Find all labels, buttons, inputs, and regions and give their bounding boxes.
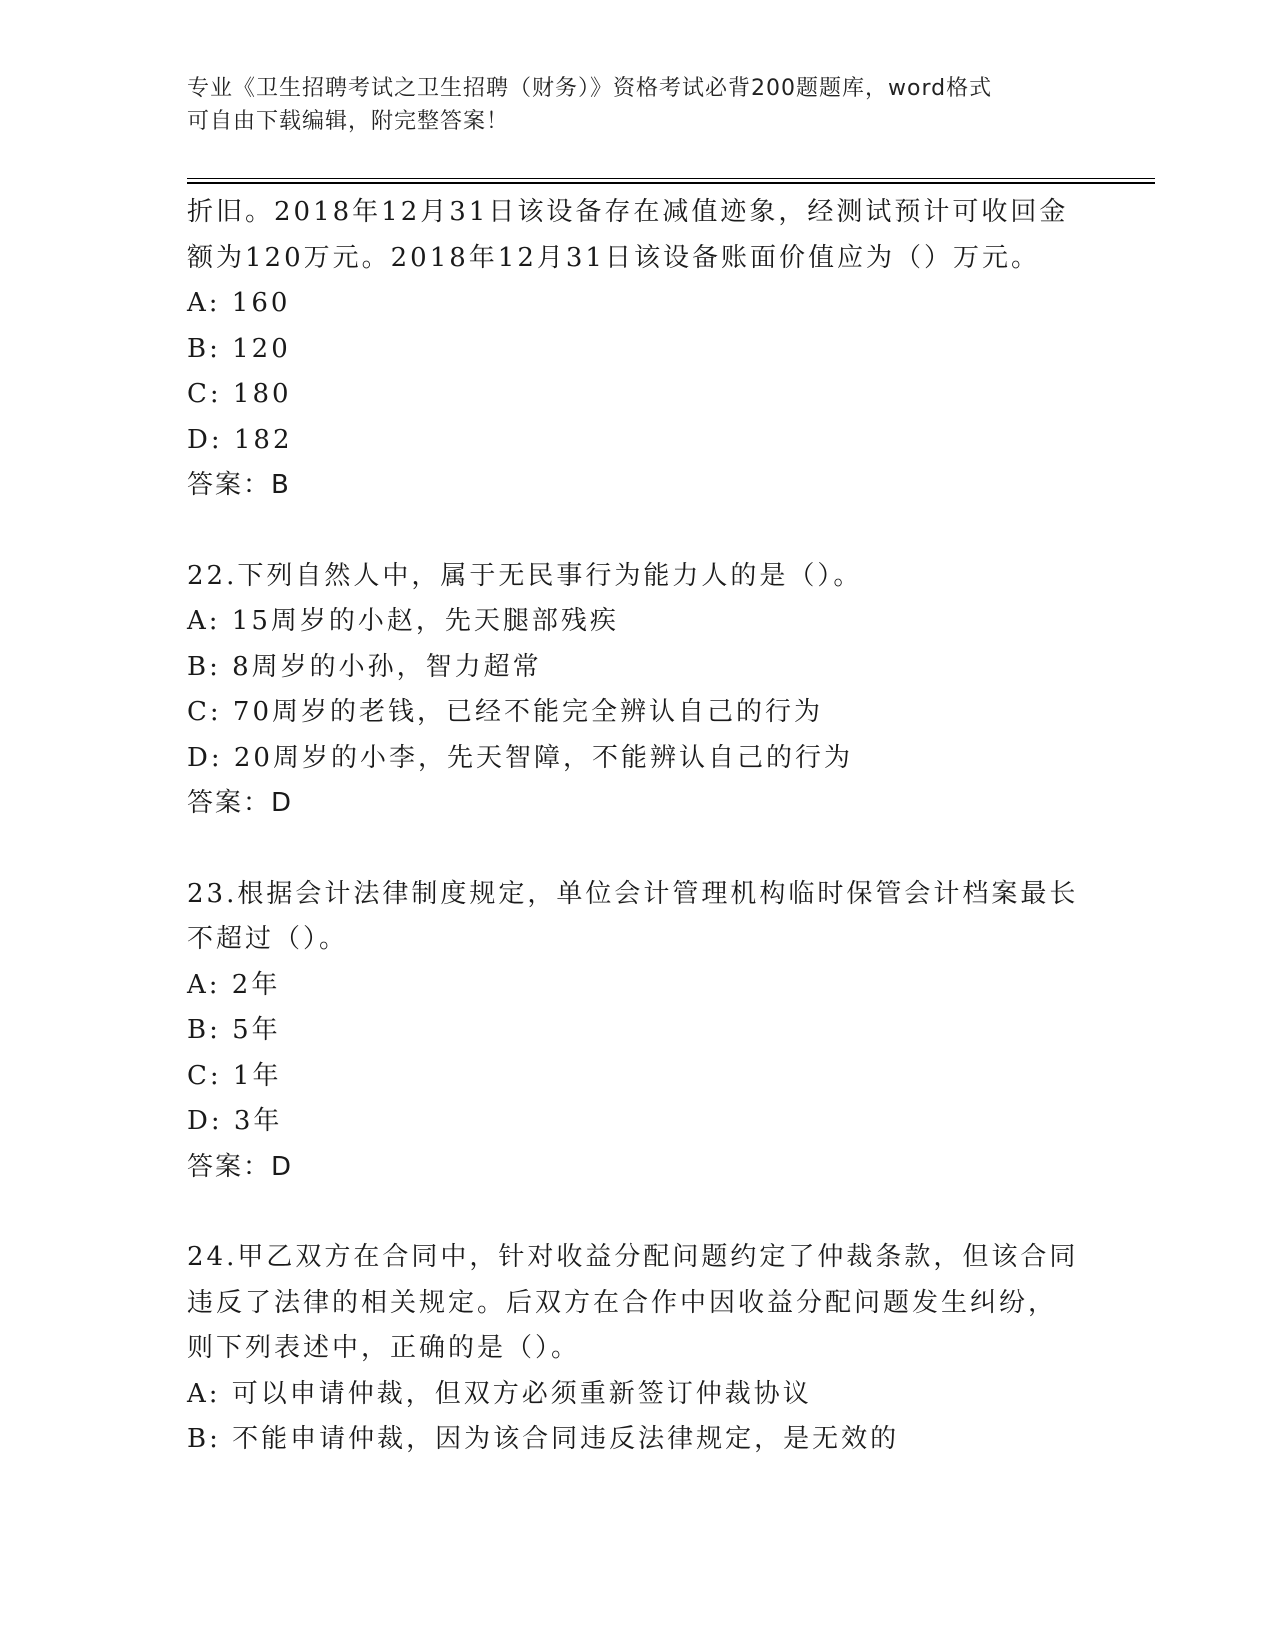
- question-text-line: 不超过（）。: [187, 924, 349, 954]
- question-continued: [187, 190, 1087, 509]
- option-d: D: 182: [187, 424, 293, 455]
- document-body: [187, 190, 1087, 1463]
- option-d: D: 3年: [187, 1106, 283, 1136]
- question-text-line: 折旧。2018年12月31日该设备存在减值迹象，经测试预计可收回金: [187, 197, 1069, 227]
- option-b: B: 5年: [187, 1015, 281, 1045]
- question-text-line: 22.下列自然人中，属于无民事行为能力人的是（）。: [187, 560, 863, 591]
- question-text-line: 23.根据会计法律制度规定，单位会计管理机构临时保管会计档案最长: [187, 878, 1079, 909]
- answer-line: 答案：B: [187, 470, 291, 500]
- page-header: [187, 72, 1087, 138]
- question-23: [187, 872, 1087, 1191]
- option-c: C: 70周岁的老钱，已经不能完全辨认自己的行为: [187, 697, 824, 727]
- header-divider-thin: [187, 178, 1155, 179]
- question-22: [187, 554, 1087, 827]
- option-d: D: 20周岁的小李，先天智障，不能辨认自己的行为: [187, 742, 853, 773]
- option-b: B: 8周岁的小孙，智力超常: [187, 651, 542, 682]
- question-24: [187, 1235, 1087, 1463]
- question-text-line: 额为120万元。2018年12月31日该设备账面价值应为（）万元。: [187, 242, 1040, 273]
- option-a: A: 可以申请仲裁，但双方必须重新签订仲裁协议: [187, 1378, 812, 1409]
- option-a: A: 2年: [187, 969, 281, 1000]
- header-title-line-1: 专业《卫生招聘考试之卫生招聘（财务）》资格考试必背200题题库，word格式: [187, 76, 993, 101]
- option-a: A: 160: [187, 288, 291, 318]
- answer-line: 答案：D: [187, 1151, 294, 1182]
- option-c: C: 1年: [187, 1060, 282, 1091]
- header-title-line-2: 可自由下载编辑，附完整答案！: [187, 109, 510, 134]
- answer-line: 答案：D: [187, 788, 294, 818]
- header-divider-thick: [187, 182, 1155, 184]
- option-a: A: 15周岁的小赵，先天腿部残疾: [187, 606, 619, 636]
- option-b: B: 不能申请仲裁，因为该合同违反法律规定，是无效的: [187, 1424, 900, 1454]
- option-b: B: 120: [187, 333, 291, 364]
- option-c: C: 180: [187, 379, 292, 409]
- question-text-line: 24.甲乙双方在合同中，针对收益分配问题约定了仲裁条款，但该合同: [187, 1242, 1079, 1272]
- question-text-line: 违反了法律的相关规定。后双方在合作中因收益分配问题发生纠纷，: [187, 1287, 1058, 1318]
- question-text-line: 则下列表述中，正确的是（）。: [187, 1333, 581, 1363]
